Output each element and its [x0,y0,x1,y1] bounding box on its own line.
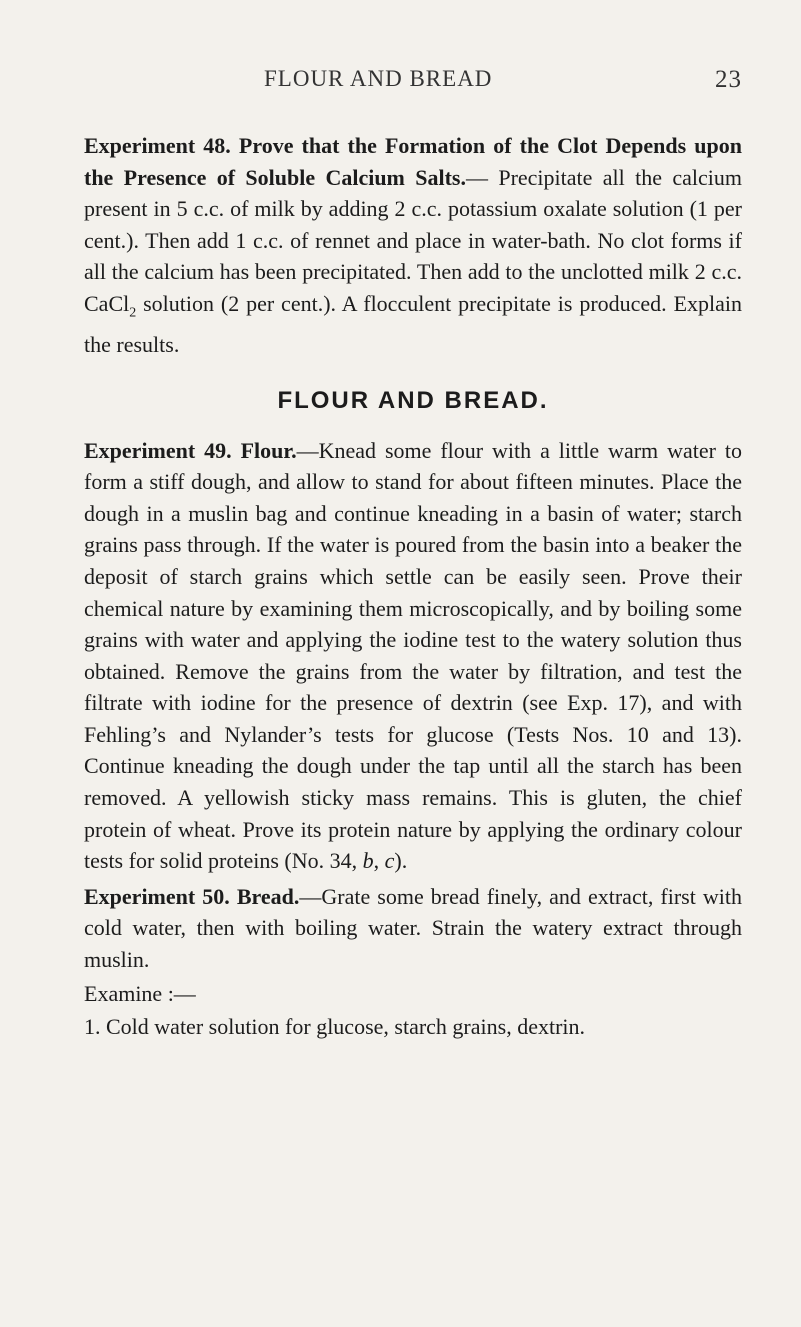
experiment-49-body: —Knead some flour with a little warm water to form a stiff dough, and allow to stand for about fifteen minutes. Place the dough in a muslin bag and continue kneading in a basin of water; starch grains pass through. If the water is poured from the basin into a beaker the deposit of starch grains which settle can be easily seen. Prove their chemical nature by examining them microscopically, and by boiling some grains with water and applying the iodine test to the watery solution thus obtained. Remove the grains from the water by filtration, and test the filtrate with iodine for the presence of dextrin (see Exp. 17), and with Fehling’s and Nylander’s tests for glucose (Tests Nos. 10 and 13). Continue kneading the dough under the tap until all the starch has been removed. A yellowish sticky mass remains. This is gluten, the chief protein of wheat. Prove its protein nature by applying the ordinary colour tests for solid proteins (No. 34, [84,437,742,874]
experiment-49-end: ). [394,848,408,874]
experiment-49-italic-c: c [384,848,395,874]
experiment-50-paragraph [84,881,742,976]
experiment-49-paragraph [84,435,742,877]
experiment-48-heading: Experiment 48. Prove that the Formation of the Clot Depends upon the Presence of Soluble Calcium Salts. [84,133,742,190]
experiment-50-heading: Experiment 50. Bread. [84,883,300,909]
running-header [84,60,742,100]
experiment-49-italic-b: b [362,848,374,874]
running-title: FLOUR AND BREAD [264,66,493,91]
book-page [84,60,742,1043]
list-item: 1. Cold water solution for glucose, starch grains, dextrin. [84,1014,586,1040]
experiment-48-body-b: solution (2 per cent.). A flocculent precipitate is produced. Explain the results. [84,290,742,357]
experiment-49-sep: , [373,848,385,874]
experiment-48-subscript: 2 [129,305,137,321]
examine-label: Examine :— [84,980,196,1006]
experiment-48-body-a: — Precipitate all the calcium present in 5 c.c. of milk by adding 2 c.c. potassium oxalate solution (1 per cent.). Then add 1 c.c. of rennet and place in water-bath. No clot forms if all the calcium has been precipitated. Then add to the unclotted milk 2 c.c. CaCl [84,164,742,316]
page-number: 23 [715,66,742,93]
experiment-48-paragraph [84,130,742,361]
section-title: FLOUR AND BREAD. [277,386,549,414]
experiment-50-body: —Grate some bread finely, and extract, first with cold water, then with boiling water. Strain the watery extract through muslin. [84,883,742,973]
experiment-49-heading: Experiment 49. Flour. [84,437,297,463]
